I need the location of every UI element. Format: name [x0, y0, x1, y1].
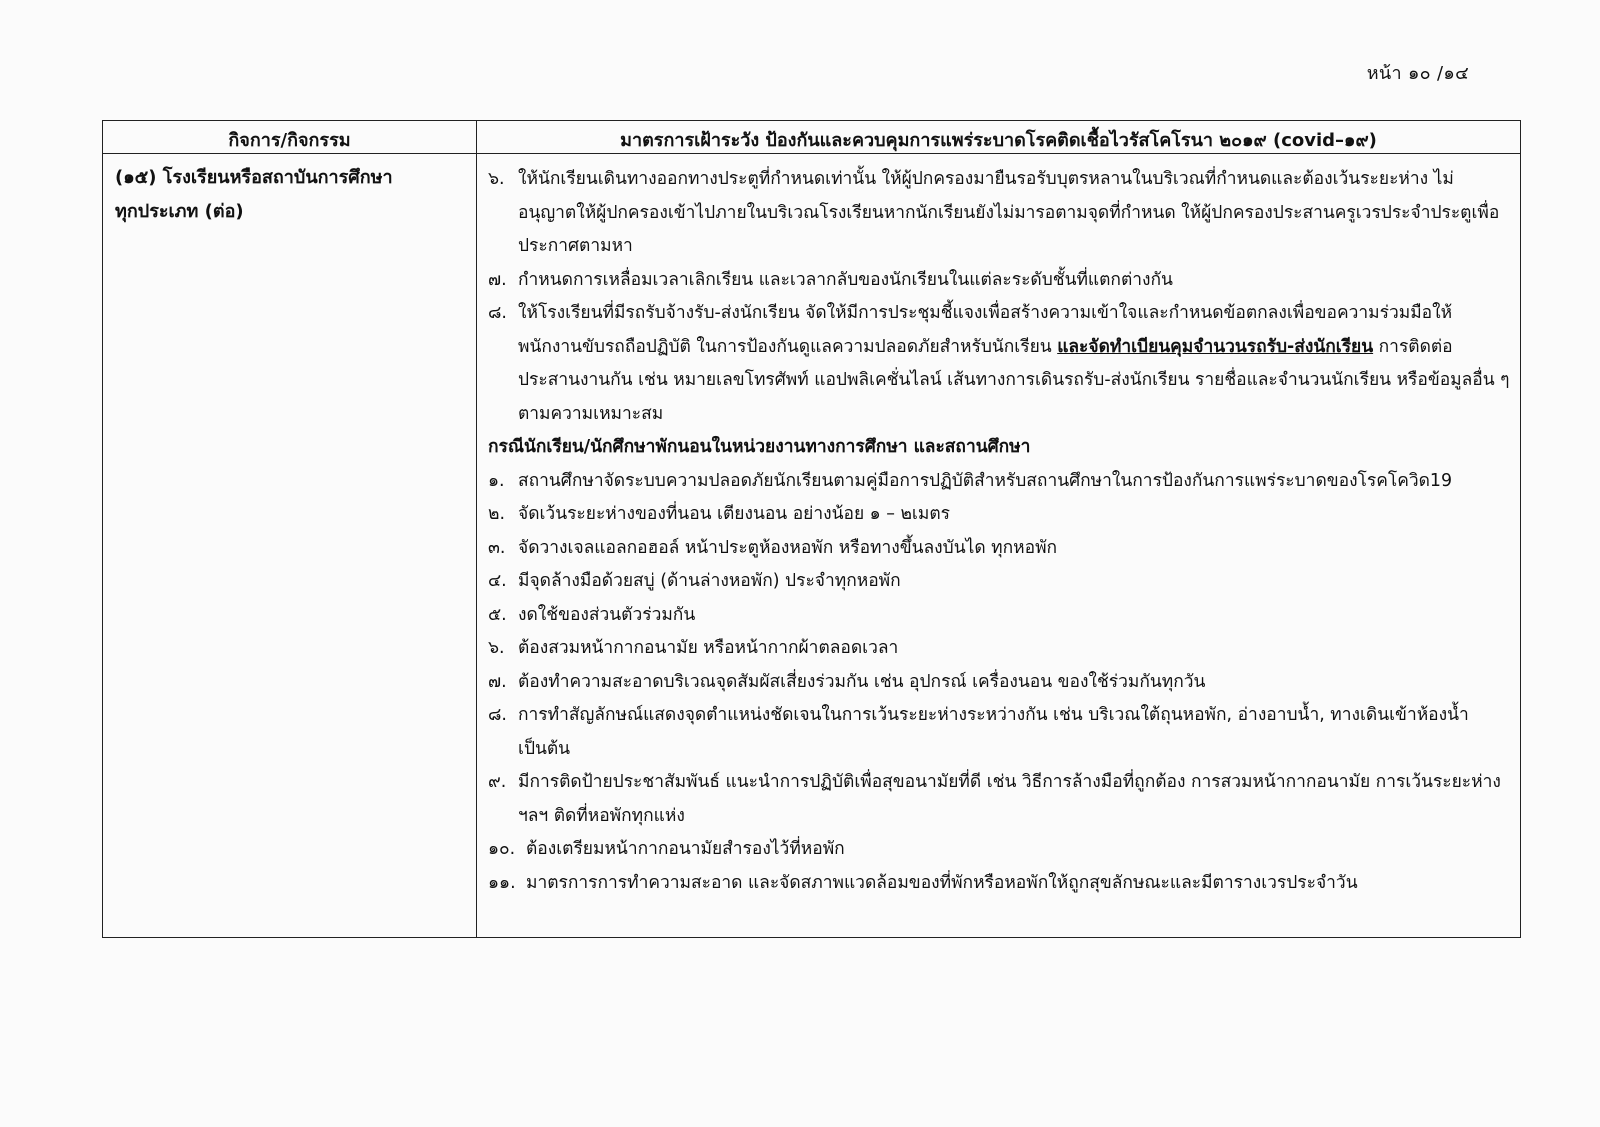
emphasized-text: และจัดทำเบียนคุมจำนวนรถรับ-ส่งนักเรียน — [1057, 336, 1374, 357]
item-number: ๔. — [488, 571, 507, 591]
item-text: ต้องสวมหน้ากากอนามัย หรือหน้ากากผ้าตลอดเวลา — [518, 638, 899, 658]
item-number: ๑๐. — [488, 839, 516, 859]
item-number: ๘. — [488, 705, 507, 725]
item-text: การทำสัญลักษณ์แสดงจุดตำแหน่งชัดเจนในการเว้นระยะห่างระหว่างกัน เช่น บริเวณใต้ถุนหอพัก, อ่างอาบน้ำ, ทางเดินเข้าห้องน้ำ เป็นต้น — [518, 705, 1469, 759]
item-text: จัดเว้นระยะห่างของที่นอน เตียงนอน อย่างน้อย ๑ – ๒เมตร — [518, 504, 950, 524]
item-number: ๑๑. — [488, 872, 516, 893]
item-text: มีจุดล้างมือด้วยสบู่ (ด้านล่างหอพัก) ประจำทุกหอพัก — [518, 571, 901, 591]
item-number: ๓. — [488, 537, 506, 558]
item-text: มาตรการการทำความสะอาด และจัดสภาพแวดล้อมของที่พักหรือหอพักให้ถูกสุขลักษณะและมีตารางเวรประจำวัน — [526, 872, 1358, 893]
item-text-part: การติดต่อประสานงานกัน เช่น หมายเลขโทรศัพท์ แอปพลิเคชั่นไลน์ เส้นทางการเดินรถรับ-ส่งนักเรียน รายชื่อและจำนวนนักเรียน หรือข้อมูลอื่น ๆ ตามความเหมาะสม — [518, 336, 1510, 424]
list-item — [488, 766, 1512, 833]
measures-cell — [488, 163, 1512, 900]
item-number: ๘. — [488, 303, 507, 323]
item-number: ๗. — [488, 269, 507, 290]
list-item — [488, 297, 1512, 431]
column-divider — [476, 121, 477, 937]
item-number: ๗. — [488, 671, 507, 692]
list-item — [488, 264, 1512, 298]
item-text-part: ให้โรงเรียนที่มีรถรับจ้างรับ-ส่งนักเรียน จัดให้มีการประชุมชี้แจงเพื่อสร้างความเข้าใจและกำหนดข้อตกลงเพื่อขอความร่วมมือให้พนักงานขับรถถือปฏิบัติ ในการป้องกันดูแลความปลอดภัยสำหรับนักเรียน — [518, 303, 1453, 357]
header-measures: มาตรการเฝ้าระวัง ป้องกันและควบคุมการแพร่ระบาดโรคติดเชื้อไวรัสโคโรนา ๒๐๑๙ (covid–๑๙) — [620, 129, 1377, 151]
section-heading: กรณีนักเรียน/นักศึกษาพักนอนในหน่วยงานทางการศึกษา และสถานศึกษา — [488, 437, 1031, 457]
list-item — [488, 498, 1512, 532]
item-text: สถานศึกษาจัดระบบความปลอดภัยนักเรียนตามคู่มือการปฏิบัติสำหรับสถานศึกษาในการป้องกันการแพร่ระบาดของโรคโควิด19 — [518, 470, 1453, 491]
item-text: ต้องเตรียมหน้ากากอนามัยสำรองไว้ที่หอพัก — [526, 839, 845, 859]
list-item — [488, 666, 1512, 700]
list-item — [488, 833, 1512, 867]
item-text: ต้องทำความสะอาดบริเวณจุดสัมผัสเสี่ยงร่วมกัน เช่น อุปกรณ์ เครื่องนอน ของใช้ร่วมกันทุกวัน — [518, 671, 1206, 692]
item-text: กำหนดการเหลื่อมเวลาเลิกเรียน และเวลากลับของนักเรียนในแต่ละระดับชั้นที่แตกต่างกัน — [518, 269, 1173, 290]
list-item — [488, 867, 1512, 901]
item-text: งดใช้ของส่วนตัวร่วมกัน — [518, 604, 696, 625]
list-item — [488, 599, 1512, 633]
list-item — [488, 565, 1512, 599]
item-number: ๑. — [488, 470, 505, 491]
list-item — [488, 465, 1512, 499]
item-text: จัดวางเจลแอลกอฮอล์ หน้าประตูห้องหอพัก หรือทางขึ้นลงบันได ทุกหอพัก — [518, 537, 1058, 558]
item-number: ๙. — [488, 772, 507, 792]
item-text — [518, 297, 1512, 431]
header-activity: กิจการ/กิจกรรม — [228, 129, 351, 151]
item-text: ให้นักเรียนเดินทางออกทางประตูที่กำหนดเท่านั้น ให้ผู้ปกครองมายืนรอรับบุตรหลานในบริเวณที่กำหนดและต้องเว้นระยะห่าง ไม่อนุญาตให้ผู้ปกครองเข้าไปภายในบริเวณโรงเรียนหากนักเรียนยังไม่มารอตามจุดที่กำหนด ให้ผู้ปกครองประสานครูเวรประจำประตูเพื่อประกาศตามหา — [518, 169, 1500, 256]
item-text: มีการติดป้ายประชาสัมพันธ์ แนะนำการปฏิบัติเพื่อสุขอนามัยที่ดี เช่น วิธีการล้างมือที่ถูกต้อง การสวมหน้ากากอนามัย การเว้นระยะห่าง ฯลฯ ติดที่หอพักทุกแห่ง — [518, 772, 1501, 826]
item-number: ๖. — [488, 169, 505, 189]
list-item — [488, 163, 1512, 264]
item-number: ๒. — [488, 504, 505, 524]
list-item — [488, 699, 1512, 766]
list-item — [488, 632, 1512, 666]
activity-cell: (๑๕) โรงเรียนหรือสถาบันการศึกษา ทุกประเภท (ต่อ) — [115, 167, 393, 222]
item-number: ๕. — [488, 604, 507, 625]
page-number: หน้า ๑๐ /๑๔ — [1366, 63, 1469, 84]
item-number: ๖. — [488, 638, 505, 658]
measures-table — [102, 120, 1521, 938]
list-item — [488, 532, 1512, 566]
